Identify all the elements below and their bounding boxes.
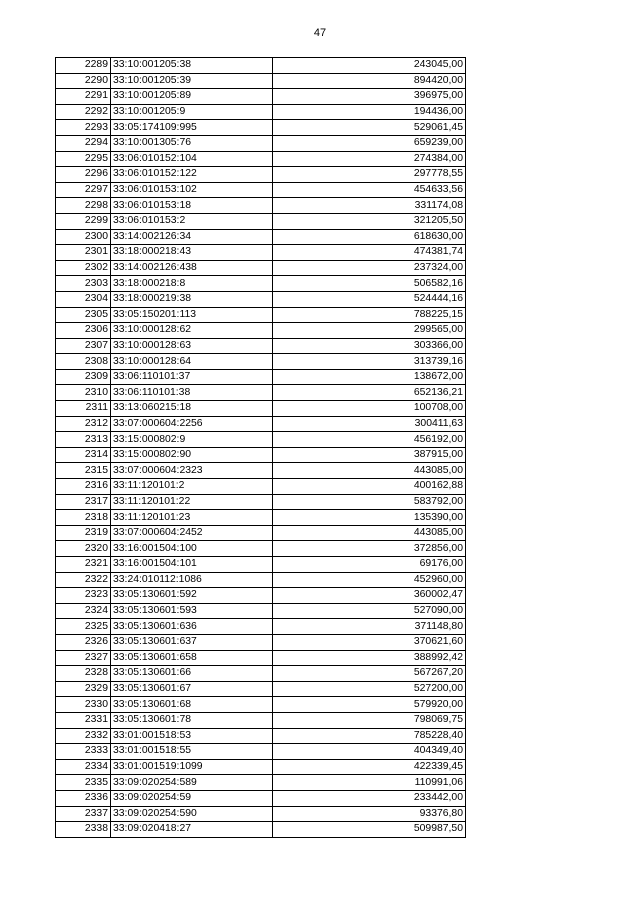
cadastral-number-cell: 33:10:001305:76 xyxy=(111,135,273,151)
value-cell: 524444,16 xyxy=(273,291,466,307)
value-cell: 400162,88 xyxy=(273,479,466,495)
value-cell: 527200,00 xyxy=(273,681,466,697)
cadastral-number-cell: 33:05:150201:113 xyxy=(111,307,273,323)
table-row xyxy=(56,73,466,89)
cadastral-number-cell: 33:01:001518:55 xyxy=(111,744,273,760)
row-number-cell: 2325 xyxy=(56,619,111,635)
table-row xyxy=(56,510,466,526)
table-row xyxy=(56,619,466,635)
row-number-cell: 2297 xyxy=(56,182,111,198)
cadastral-number-cell: 33:05:130601:636 xyxy=(111,619,273,635)
row-number-cell: 2326 xyxy=(56,634,111,650)
value-cell: 396975,00 xyxy=(273,89,466,105)
row-number-cell: 2306 xyxy=(56,323,111,339)
value-cell: 474381,74 xyxy=(273,245,466,261)
value-cell: 456192,00 xyxy=(273,432,466,448)
table-row xyxy=(56,104,466,120)
cadastral-number-cell: 33:06:110101:38 xyxy=(111,385,273,401)
value-cell: 529061,45 xyxy=(273,120,466,136)
table-row xyxy=(56,557,466,573)
table-row xyxy=(56,213,466,229)
cadastral-number-cell: 33:10:001205:39 xyxy=(111,73,273,89)
row-number-cell: 2300 xyxy=(56,229,111,245)
row-number-cell: 2290 xyxy=(56,73,111,89)
value-cell: 579920,00 xyxy=(273,697,466,713)
row-number-cell: 2293 xyxy=(56,120,111,136)
row-number-cell: 2323 xyxy=(56,588,111,604)
row-number-cell: 2299 xyxy=(56,213,111,229)
cadastral-number-cell: 33:05:130601:78 xyxy=(111,712,273,728)
cadastral-number-cell: 33:10:000128:63 xyxy=(111,338,273,354)
table-row xyxy=(56,744,466,760)
value-cell: 135390,00 xyxy=(273,510,466,526)
table-row xyxy=(56,416,466,432)
value-cell: 372856,00 xyxy=(273,541,466,557)
cadastral-number-cell: 33:07:000604:2323 xyxy=(111,463,273,479)
value-cell: 243045,00 xyxy=(273,58,466,74)
value-cell: 443085,00 xyxy=(273,525,466,541)
table-row xyxy=(56,338,466,354)
value-cell: 321205,50 xyxy=(273,213,466,229)
cadastral-number-cell: 33:10:001205:89 xyxy=(111,89,273,105)
row-number-cell: 2321 xyxy=(56,557,111,573)
row-number-cell: 2298 xyxy=(56,198,111,214)
table-row xyxy=(56,790,466,806)
cadastral-number-cell: 33:06:010152:122 xyxy=(111,167,273,183)
table-row xyxy=(56,432,466,448)
row-number-cell: 2301 xyxy=(56,245,111,261)
row-number-cell: 2331 xyxy=(56,712,111,728)
value-cell: 785228,40 xyxy=(273,728,466,744)
row-number-cell: 2303 xyxy=(56,276,111,292)
row-number-cell: 2314 xyxy=(56,447,111,463)
row-number-cell: 2292 xyxy=(56,104,111,120)
table-row xyxy=(56,806,466,822)
row-number-cell: 2304 xyxy=(56,291,111,307)
value-cell: 387915,00 xyxy=(273,447,466,463)
row-number-cell: 2291 xyxy=(56,89,111,105)
value-cell: 454633,56 xyxy=(273,182,466,198)
table-row xyxy=(56,369,466,385)
row-number-cell: 2317 xyxy=(56,494,111,510)
cadastral-number-cell: 33:09:020418:27 xyxy=(111,822,273,838)
row-number-cell: 2334 xyxy=(56,759,111,775)
value-cell: 583792,00 xyxy=(273,494,466,510)
table-row xyxy=(56,401,466,417)
cadastral-number-cell: 33:06:010152:104 xyxy=(111,151,273,167)
value-cell: 371148,80 xyxy=(273,619,466,635)
row-number-cell: 2313 xyxy=(56,432,111,448)
value-cell: 194436,00 xyxy=(273,104,466,120)
table-row xyxy=(56,385,466,401)
cadastral-number-cell: 33:05:130601:68 xyxy=(111,697,273,713)
table-row xyxy=(56,603,466,619)
table-row xyxy=(56,89,466,105)
value-cell: 798069,75 xyxy=(273,712,466,728)
cadastral-number-cell: 33:10:001205:9 xyxy=(111,104,273,120)
cadastral-number-cell: 33:18:000218:43 xyxy=(111,245,273,261)
row-number-cell: 2322 xyxy=(56,572,111,588)
table-row xyxy=(56,634,466,650)
value-cell: 506582,16 xyxy=(273,276,466,292)
value-cell: 659239,00 xyxy=(273,135,466,151)
value-cell: 233442,00 xyxy=(273,790,466,806)
row-number-cell: 2335 xyxy=(56,775,111,791)
table-row xyxy=(56,822,466,838)
cadastral-number-cell: 33:10:001205:38 xyxy=(111,58,273,74)
value-cell: 313739,16 xyxy=(273,354,466,370)
table-row xyxy=(56,135,466,151)
table-row xyxy=(56,463,466,479)
row-number-cell: 2336 xyxy=(56,790,111,806)
cadastral-number-cell: 33:07:000604:2256 xyxy=(111,416,273,432)
row-number-cell: 2310 xyxy=(56,385,111,401)
row-number-cell: 2302 xyxy=(56,260,111,276)
row-number-cell: 2328 xyxy=(56,666,111,682)
cadastral-number-cell: 33:05:130601:593 xyxy=(111,603,273,619)
value-cell: 274384,00 xyxy=(273,151,466,167)
table-row xyxy=(56,276,466,292)
cadastral-number-cell: 33:06:010153:18 xyxy=(111,198,273,214)
value-cell: 69176,00 xyxy=(273,557,466,573)
cadastral-number-cell: 33:05:130601:637 xyxy=(111,634,273,650)
table-row xyxy=(56,167,466,183)
registry-table xyxy=(55,57,466,838)
row-number-cell: 2295 xyxy=(56,151,111,167)
page-number: 47 xyxy=(313,27,327,39)
row-number-cell: 2315 xyxy=(56,463,111,479)
table-row xyxy=(56,588,466,604)
row-number-cell: 2309 xyxy=(56,369,111,385)
cadastral-number-cell: 33:18:000218:8 xyxy=(111,276,273,292)
value-cell: 237324,00 xyxy=(273,260,466,276)
cadastral-number-cell: 33:11:120101:2 xyxy=(111,479,273,495)
cadastral-number-cell: 33:16:001504:101 xyxy=(111,557,273,573)
registry-table-body xyxy=(56,58,466,838)
table-row xyxy=(56,307,466,323)
table-row xyxy=(56,728,466,744)
row-number-cell: 2316 xyxy=(56,479,111,495)
cadastral-number-cell: 33:15:000802:9 xyxy=(111,432,273,448)
table-row xyxy=(56,572,466,588)
table-row xyxy=(56,666,466,682)
table-row xyxy=(56,697,466,713)
cadastral-number-cell: 33:05:130601:592 xyxy=(111,588,273,604)
value-cell: 652136,21 xyxy=(273,385,466,401)
cadastral-number-cell: 33:13:060215:18 xyxy=(111,401,273,417)
cadastral-number-cell: 33:10:000128:62 xyxy=(111,323,273,339)
value-cell: 443085,00 xyxy=(273,463,466,479)
row-number-cell: 2307 xyxy=(56,338,111,354)
table-row xyxy=(56,291,466,307)
value-cell: 452960,00 xyxy=(273,572,466,588)
cadastral-number-cell: 33:14:002126:34 xyxy=(111,229,273,245)
table-row xyxy=(56,650,466,666)
row-number-cell: 2327 xyxy=(56,650,111,666)
cadastral-number-cell: 33:24:010112:1086 xyxy=(111,572,273,588)
cadastral-number-cell: 33:05:174109:995 xyxy=(111,120,273,136)
table-row xyxy=(56,260,466,276)
table-row xyxy=(56,479,466,495)
table-row xyxy=(56,198,466,214)
row-number-cell: 2311 xyxy=(56,401,111,417)
row-number-cell: 2296 xyxy=(56,167,111,183)
cadastral-number-cell: 33:18:000219:38 xyxy=(111,291,273,307)
row-number-cell: 2330 xyxy=(56,697,111,713)
cadastral-number-cell: 33:05:130601:67 xyxy=(111,681,273,697)
table-row xyxy=(56,58,466,74)
table-row xyxy=(56,759,466,775)
value-cell: 422339,45 xyxy=(273,759,466,775)
row-number-cell: 2337 xyxy=(56,806,111,822)
row-number-cell: 2332 xyxy=(56,728,111,744)
row-number-cell: 2338 xyxy=(56,822,111,838)
cadastral-number-cell: 33:15:000802:90 xyxy=(111,447,273,463)
table-row xyxy=(56,541,466,557)
table-row xyxy=(56,494,466,510)
row-number-cell: 2318 xyxy=(56,510,111,526)
cadastral-number-cell: 33:10:000128:64 xyxy=(111,354,273,370)
value-cell: 618630,00 xyxy=(273,229,466,245)
cadastral-number-cell: 33:06:010153:2 xyxy=(111,213,273,229)
table-row xyxy=(56,525,466,541)
value-cell: 509987,50 xyxy=(273,822,466,838)
cadastral-number-cell: 33:11:120101:23 xyxy=(111,510,273,526)
value-cell: 360002,47 xyxy=(273,588,466,604)
table-row xyxy=(56,681,466,697)
table-row xyxy=(56,229,466,245)
row-number-cell: 2320 xyxy=(56,541,111,557)
cadastral-number-cell: 33:01:001519:1099 xyxy=(111,759,273,775)
row-number-cell: 2289 xyxy=(56,58,111,74)
cadastral-number-cell: 33:07:000604:2452 xyxy=(111,525,273,541)
table-row xyxy=(56,182,466,198)
cadastral-number-cell: 33:05:130601:66 xyxy=(111,666,273,682)
row-number-cell: 2324 xyxy=(56,603,111,619)
value-cell: 93376,80 xyxy=(273,806,466,822)
table-row xyxy=(56,775,466,791)
value-cell: 370621,60 xyxy=(273,634,466,650)
value-cell: 303366,00 xyxy=(273,338,466,354)
table-row xyxy=(56,712,466,728)
row-number-cell: 2333 xyxy=(56,744,111,760)
cadastral-number-cell: 33:06:110101:37 xyxy=(111,369,273,385)
table-row xyxy=(56,151,466,167)
value-cell: 100708,00 xyxy=(273,401,466,417)
cadastral-number-cell: 33:09:020254:590 xyxy=(111,806,273,822)
value-cell: 527090,00 xyxy=(273,603,466,619)
value-cell: 138672,00 xyxy=(273,369,466,385)
row-number-cell: 2312 xyxy=(56,416,111,432)
cadastral-number-cell: 33:14:002126:438 xyxy=(111,260,273,276)
row-number-cell: 2308 xyxy=(56,354,111,370)
cadastral-number-cell: 33:05:130601:658 xyxy=(111,650,273,666)
value-cell: 297778,55 xyxy=(273,167,466,183)
cadastral-number-cell: 33:06:010153:102 xyxy=(111,182,273,198)
value-cell: 388992,42 xyxy=(273,650,466,666)
value-cell: 788225,15 xyxy=(273,307,466,323)
value-cell: 331174,08 xyxy=(273,198,466,214)
value-cell: 894420,00 xyxy=(273,73,466,89)
cadastral-number-cell: 33:09:020254:59 xyxy=(111,790,273,806)
table-row xyxy=(56,354,466,370)
cadastral-number-cell: 33:11:120101:22 xyxy=(111,494,273,510)
table-row xyxy=(56,323,466,339)
value-cell: 299565,00 xyxy=(273,323,466,339)
cadastral-number-cell: 33:16:001504:100 xyxy=(111,541,273,557)
table-row xyxy=(56,447,466,463)
value-cell: 404349,40 xyxy=(273,744,466,760)
cadastral-number-cell: 33:01:001518:53 xyxy=(111,728,273,744)
value-cell: 300411,63 xyxy=(273,416,466,432)
value-cell: 110991,06 xyxy=(273,775,466,791)
row-number-cell: 2294 xyxy=(56,135,111,151)
value-cell: 567267,20 xyxy=(273,666,466,682)
cadastral-number-cell: 33:09:020254:589 xyxy=(111,775,273,791)
row-number-cell: 2305 xyxy=(56,307,111,323)
row-number-cell: 2319 xyxy=(56,525,111,541)
table-row xyxy=(56,120,466,136)
table-row xyxy=(56,245,466,261)
row-number-cell: 2329 xyxy=(56,681,111,697)
